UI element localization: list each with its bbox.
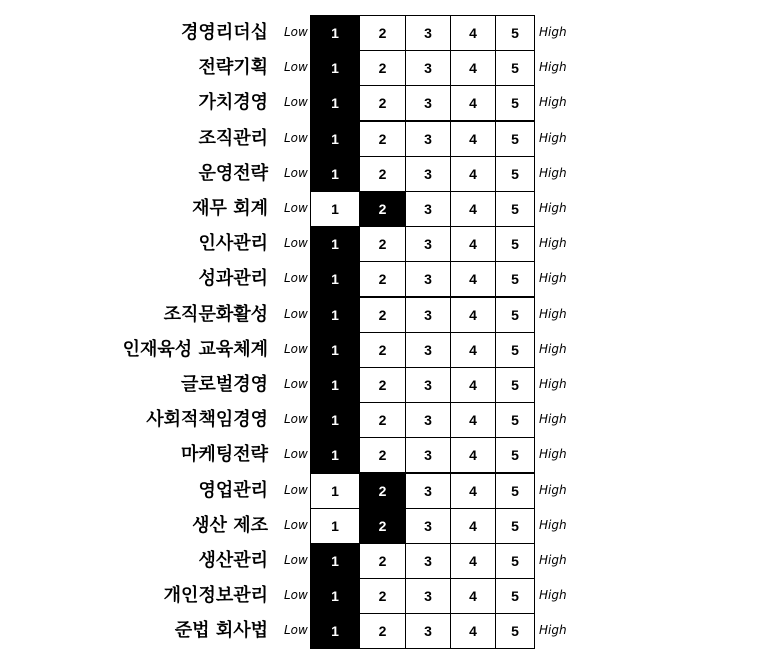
row-label: 인재육성 교육체계 bbox=[122, 339, 268, 360]
rating-cell: 3 bbox=[405, 613, 451, 649]
rating-cell: 2 bbox=[359, 85, 406, 121]
rating-cell-selected: 2 bbox=[359, 191, 406, 227]
high-label: High bbox=[539, 25, 567, 39]
rating-cell: 3 bbox=[405, 578, 451, 614]
rating-cell: 1 bbox=[310, 191, 360, 227]
rating-cell: 4 bbox=[450, 297, 496, 333]
low-label: Low bbox=[284, 483, 308, 497]
rating-cell: 2 bbox=[359, 226, 406, 262]
rating-cell: 5 bbox=[495, 508, 535, 544]
rating-cell-selected: 2 bbox=[359, 508, 406, 544]
row-label: 인사관리 bbox=[198, 233, 268, 254]
rating-cell: 1 bbox=[310, 473, 360, 509]
rating-cell: 3 bbox=[405, 85, 451, 121]
rating-cell: 2 bbox=[359, 15, 406, 51]
rating-cell: 3 bbox=[405, 261, 451, 297]
rating-cell: 4 bbox=[450, 473, 496, 509]
row-label: 조직관리 bbox=[198, 128, 268, 149]
rating-cell: 4 bbox=[450, 578, 496, 614]
rating-cell: 4 bbox=[450, 508, 496, 544]
low-label: Low bbox=[284, 518, 308, 532]
rating-cell: 2 bbox=[359, 332, 406, 368]
rating-cell: 5 bbox=[495, 402, 535, 438]
rating-cell: 4 bbox=[450, 613, 496, 649]
rating-cell: 2 bbox=[359, 156, 406, 192]
low-label: Low bbox=[284, 25, 308, 39]
row-label: 글로벌경영 bbox=[181, 374, 268, 395]
rating-cell: 5 bbox=[495, 297, 535, 333]
row-label: 성과관리 bbox=[198, 268, 268, 289]
low-label: Low bbox=[284, 307, 308, 321]
rating-cell: 3 bbox=[405, 191, 451, 227]
rating-cell: 5 bbox=[495, 15, 535, 51]
rating-cell: 2 bbox=[359, 578, 406, 614]
row-label: 경영리더십 bbox=[181, 22, 268, 43]
high-label: High bbox=[539, 377, 567, 391]
rating-cell: 2 bbox=[359, 613, 406, 649]
row-label: 가치경영 bbox=[198, 92, 268, 113]
row-label: 준법 회사법 bbox=[174, 620, 268, 641]
rating-cell: 5 bbox=[495, 191, 535, 227]
low-label: Low bbox=[284, 588, 308, 602]
rating-cell: 5 bbox=[495, 613, 535, 649]
row-label: 마케팅전략 bbox=[181, 444, 268, 465]
rating-cell-selected: 1 bbox=[310, 543, 360, 579]
rating-cell-selected: 1 bbox=[310, 332, 360, 368]
high-label: High bbox=[539, 342, 567, 356]
high-label: High bbox=[539, 623, 567, 637]
rating-cell: 4 bbox=[450, 226, 496, 262]
rating-cell: 3 bbox=[405, 226, 451, 262]
low-label: Low bbox=[284, 342, 308, 356]
rating-cell: 3 bbox=[405, 543, 451, 579]
rating-cell-selected: 1 bbox=[310, 437, 360, 473]
rating-cell-selected: 1 bbox=[310, 402, 360, 438]
row-label: 생산 제조 bbox=[192, 515, 268, 536]
rating-cell-selected: 1 bbox=[310, 50, 360, 86]
high-label: High bbox=[539, 553, 567, 567]
high-label: High bbox=[539, 483, 567, 497]
rating-cell: 5 bbox=[495, 473, 535, 509]
rating-cell-selected: 1 bbox=[310, 15, 360, 51]
rating-cell: 2 bbox=[359, 261, 406, 297]
rating-cell: 4 bbox=[450, 261, 496, 297]
rating-cell: 4 bbox=[450, 367, 496, 403]
high-label: High bbox=[539, 95, 567, 109]
rating-cell: 4 bbox=[450, 191, 496, 227]
row-label: 영업관리 bbox=[198, 480, 268, 501]
high-label: High bbox=[539, 412, 567, 426]
row-label: 사회적책임경영 bbox=[146, 409, 268, 430]
rating-cell-selected: 1 bbox=[310, 261, 360, 297]
rating-cell: 5 bbox=[495, 85, 535, 121]
rating-cell-selected: 1 bbox=[310, 578, 360, 614]
high-label: High bbox=[539, 131, 567, 145]
rating-cell: 1 bbox=[310, 508, 360, 544]
rating-cell: 4 bbox=[450, 156, 496, 192]
low-label: Low bbox=[284, 60, 308, 74]
high-label: High bbox=[539, 307, 567, 321]
low-label: Low bbox=[284, 131, 308, 145]
rating-cell-selected: 1 bbox=[310, 297, 360, 333]
rating-cell: 2 bbox=[359, 297, 406, 333]
high-label: High bbox=[539, 447, 567, 461]
high-label: High bbox=[539, 201, 567, 215]
rating-cell: 4 bbox=[450, 121, 496, 157]
rating-cell: 4 bbox=[450, 437, 496, 473]
high-label: High bbox=[539, 271, 567, 285]
rating-cell: 5 bbox=[495, 226, 535, 262]
row-label: 생산관리 bbox=[198, 550, 268, 571]
rating-cell: 3 bbox=[405, 50, 451, 86]
rating-cell: 5 bbox=[495, 543, 535, 579]
rating-cell-selected: 1 bbox=[310, 156, 360, 192]
rating-cell: 2 bbox=[359, 367, 406, 403]
rating-cell-selected: 1 bbox=[310, 613, 360, 649]
rating-cell: 5 bbox=[495, 367, 535, 403]
high-label: High bbox=[539, 236, 567, 250]
high-label: High bbox=[539, 166, 567, 180]
rating-cell: 2 bbox=[359, 437, 406, 473]
row-label: 재무 회계 bbox=[192, 198, 268, 219]
low-label: Low bbox=[284, 95, 308, 109]
rating-cell: 4 bbox=[450, 402, 496, 438]
row-label: 조직문화활성 bbox=[163, 304, 268, 325]
rating-cell: 5 bbox=[495, 437, 535, 473]
rating-cell-selected: 2 bbox=[359, 473, 406, 509]
rating-cell: 3 bbox=[405, 473, 451, 509]
rating-cell: 5 bbox=[495, 156, 535, 192]
low-label: Low bbox=[284, 377, 308, 391]
rating-cell: 3 bbox=[405, 156, 451, 192]
rating-cell-selected: 1 bbox=[310, 121, 360, 157]
rating-cell-selected: 1 bbox=[310, 226, 360, 262]
rating-cell: 4 bbox=[450, 543, 496, 579]
rating-cell-selected: 1 bbox=[310, 367, 360, 403]
rating-cell: 4 bbox=[450, 85, 496, 121]
high-label: High bbox=[539, 60, 567, 74]
rating-cell: 3 bbox=[405, 437, 451, 473]
low-label: Low bbox=[284, 201, 308, 215]
row-label: 개인정보관리 bbox=[163, 585, 268, 606]
rating-cell: 3 bbox=[405, 332, 451, 368]
rating-cell: 3 bbox=[405, 15, 451, 51]
rating-cell: 4 bbox=[450, 50, 496, 86]
low-label: Low bbox=[284, 166, 308, 180]
rating-cell: 5 bbox=[495, 261, 535, 297]
rating-cell-selected: 1 bbox=[310, 85, 360, 121]
rating-cell: 2 bbox=[359, 402, 406, 438]
row-label: 운영전략 bbox=[198, 163, 268, 184]
rating-cell: 3 bbox=[405, 367, 451, 403]
rating-cell: 3 bbox=[405, 121, 451, 157]
rating-cell: 5 bbox=[495, 332, 535, 368]
row-label: 전략기획 bbox=[198, 57, 268, 78]
high-label: High bbox=[539, 588, 567, 602]
low-label: Low bbox=[284, 623, 308, 637]
rating-cell: 3 bbox=[405, 402, 451, 438]
low-label: Low bbox=[284, 271, 308, 285]
rating-cell: 2 bbox=[359, 121, 406, 157]
low-label: Low bbox=[284, 412, 308, 426]
low-label: Low bbox=[284, 447, 308, 461]
rating-cell: 4 bbox=[450, 332, 496, 368]
rating-cell: 2 bbox=[359, 50, 406, 86]
rating-cell: 5 bbox=[495, 578, 535, 614]
rating-cell: 5 bbox=[495, 121, 535, 157]
rating-cell: 3 bbox=[405, 297, 451, 333]
low-label: Low bbox=[284, 236, 308, 250]
high-label: High bbox=[539, 518, 567, 532]
rating-cell: 5 bbox=[495, 50, 535, 86]
rating-cell: 3 bbox=[405, 508, 451, 544]
rating-cell: 2 bbox=[359, 543, 406, 579]
low-label: Low bbox=[284, 553, 308, 567]
rating-cell: 4 bbox=[450, 15, 496, 51]
